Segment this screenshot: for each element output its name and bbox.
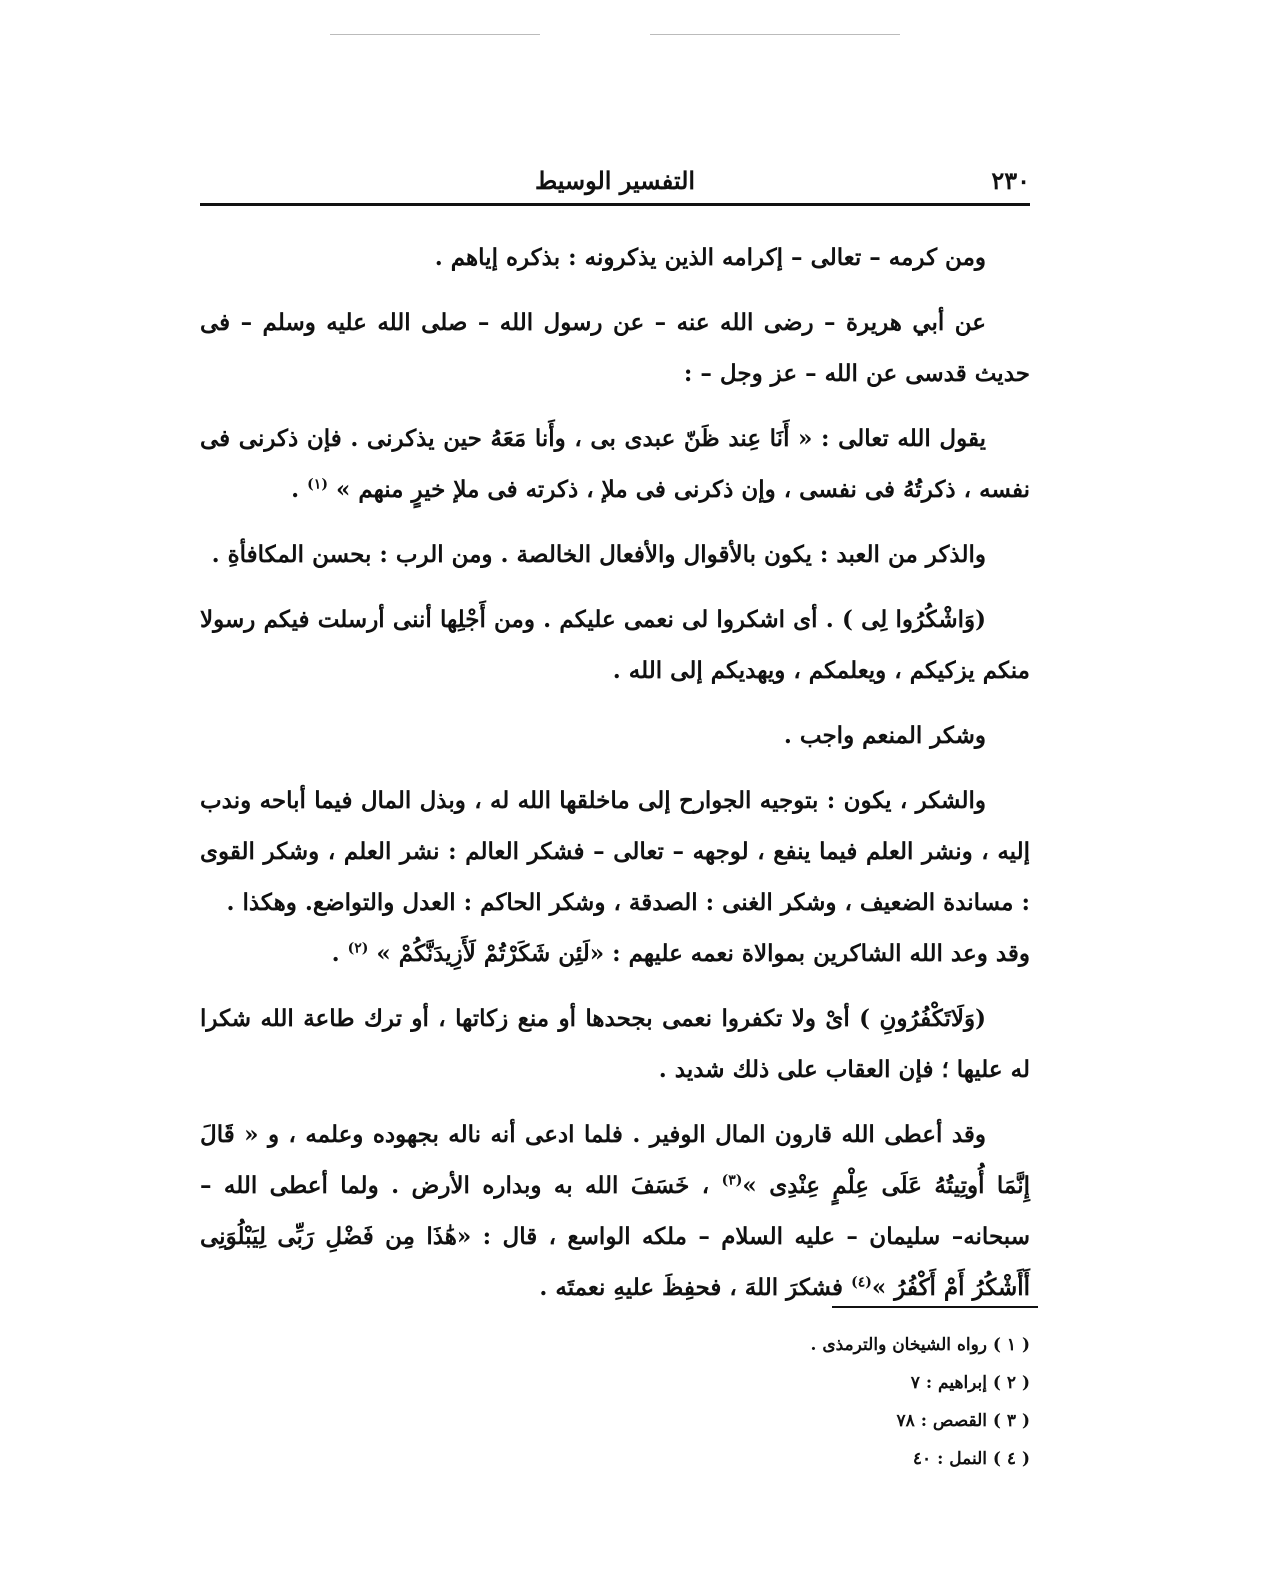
scan-artifact-line: [650, 34, 900, 35]
paragraph: وقد وعد الله الشاكرين بموالاة نعمه عليهم : «لَئِن شَكَرْتُمْ لَأَزِيدَنَّكُمْ » $^{(٢)}$ .: [331, 940, 1030, 967]
paragraph: يقول الله تعالى : « أَنَا عِند ظَنّ عبدى بى ، وأَنا مَعَهُ حين يذكرنى . فإن ذكرنى فى نفسه ، ذكرتُهُ فى نفسى ، وإن ذكرنى فى ملإ ، ذكرته فى ملإ خيرٍ منهم » $^{(١)}$ .: [200, 425, 1030, 503]
paragraph: والشكر ، يكون : بتوجيه الجوارح إلى ماخلقها الله له ، وبذل المال فيما أباحه وندب إليه ، ونشر العلم فيما ينفع ، لوجهه – تعالى – فشكر العالم : نشر العلم ، وشكر القوى : مساندة الضعيف ، وشكر الغنى : الصدقة ، وشكر الحاكم : العدل والتواضع. وهكذا .: [200, 787, 1030, 916]
footnote-mark: (٤): [851, 1274, 872, 1291]
footnote-mark: (٢): [347, 940, 369, 957]
footnote: ( ٢ ) إبراهيم : ٧: [910, 1373, 1030, 1393]
paragraph: وشكر المنعم واجب .: [783, 722, 986, 749]
footnote: ( ١ ) رواه الشيخان والترمذى .: [810, 1335, 1030, 1355]
paragraph: والذكر من العبد : يكون بالأقوال والأفعال الخالصة . ومن الرب : بحسن المكافأةِ .: [211, 541, 986, 568]
running-title: التفسير الوسيط: [534, 166, 696, 195]
footnote-mark: (٣): [721, 1172, 743, 1189]
paragraph: عن أبي هريرة – رضى الله عنه – عن رسول الله – صلى الله عليه وسلم – فى حديث قدسى عن الله – عز وجل – :: [200, 309, 1030, 387]
page-number: ٢٣٠: [991, 166, 1030, 195]
scan-artifact-line: [330, 34, 540, 35]
footnote: ( ٣ ) القصص : ٧٨: [896, 1411, 1030, 1431]
paragraph: (وَلَاتَكْفُرُونِ ) أىْ ولا تكفروا نعمى بجحدها أو منع زكاتها ، أو ترك طاعة الله شكرا له عليها ؛ فإن العقاب على ذلك شديد .: [200, 1005, 1030, 1083]
footnote: ( ٤ ) النمل : ٤٠: [912, 1449, 1030, 1469]
page-header: [200, 162, 1030, 204]
header-rule: [200, 203, 1030, 206]
paragraph: ومن كرمه – تعالى – إكرامه الذين يذكرونه : بذكره إياهم .: [434, 244, 986, 271]
footnote-mark: (١): [307, 476, 328, 493]
paragraph: (وَاشْكُرُوا لِى ) . أى اشكروا لى نعمى عليكم . ومن أَجْلِها أننى أرسلت فيكم رسولا منكم يزكيكم ، ويعلمكم ، ويهديكم إلى الله .: [200, 606, 1030, 684]
footnote-rule: [832, 1306, 1038, 1308]
footnotes: [610, 1326, 1030, 1478]
paragraph: وقد أعطى الله قارون المال الوفير . فلما ادعى أنه ناله بجهوده وعلمه ، و « قَالَ إِنَّمَا أُوتِيتُهُ عَلَى عِلْمٍ عِنْدِى »$^{(٣)}$ ، خَسَفَ الله به وبداره الأرض . ولما أعطى الله – سبحانه– سليمان – عليه السلام – ملكه الواسع ، قال : «هَٰذَا مِن فَضْلِ رَبِّى لِيَبْلُوَنِى أَأَشْكُرُ أَمْ أَكْفُرُ »$^{(٤)}$ فشكرَ اللهَ ، فحفِظَ عليهِ نعمتَه .: [200, 1121, 1030, 1301]
body-text: [200, 232, 1030, 1327]
